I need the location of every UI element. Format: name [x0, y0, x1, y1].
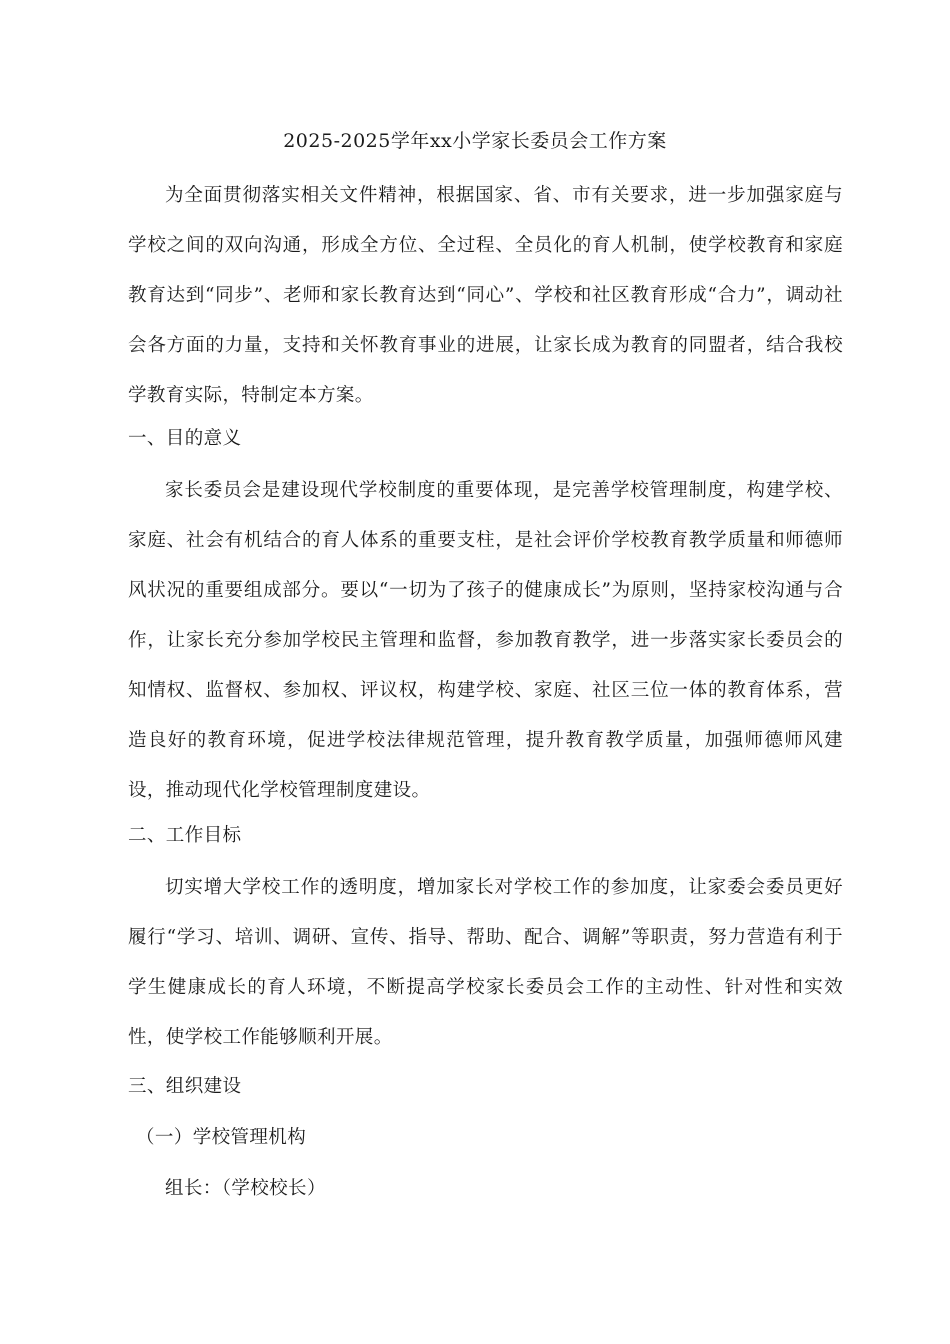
leader-line: 组长：（学校校长） — [165, 1178, 326, 1199]
subsection-heading-management: （一）学校管理机构 — [136, 1127, 307, 1148]
section-heading-purpose: 一、目的意义 — [128, 428, 242, 449]
purpose-paragraph: 家长委员会是建设现代学校制度的重要体现，是完善学校管理制度，构建学校、家庭、社会有机结合的育人体系的重要支柱，是社会评价学校教育教学质量和师德师风状况的重要组成部分。要以“一切为了孩子的健康成长”为原则，坚持家校沟通与合作，让家长充分参加学校民主管理和监督，参加教育教学，进一步落实家长委员会的知情权、监督权、参加权、评议权，构建学校、家庭、社区三位一体的教育体系，营造良好的教育环境，促进学校法律规范管理，提升教育教学质量，加强师德师风建设，推动现代化学校管理制度建设。 — [128, 480, 843, 801]
section-heading-organization: 三、组织建设 — [128, 1076, 242, 1097]
document-title: 2025-2025学年xx小学家长委员会工作方案 — [283, 130, 667, 152]
goals-paragraph: 切实增大学校工作的透明度，增加家长对学校工作的参加度，让家委会委员更好履行“学习、培训、调研、宣传、指导、帮助、配合、调解”等职责，努力营造有利于学生健康成长的育人环境，不断提高学校家长委员会工作的主动性、针对性和实效性，使学校工作能够顺利开展。 — [128, 877, 843, 1048]
section-heading-goals: 二、工作目标 — [128, 825, 242, 846]
intro-paragraph: 为全面贯彻落实相关文件精神，根据国家、省、市有关要求，进一步加强家庭与学校之间的双向沟通，形成全方位、全过程、全员化的育人机制，使学校教育和家庭教育达到“同步”、老师和家长教育达到“同心”、学校和社区教育形成“合力”，调动社会各方面的力量，支持和关怀教育事业的进展，让家长成为教育的同盟者，结合我校学教育实际，特制定本方案。 — [128, 185, 843, 406]
